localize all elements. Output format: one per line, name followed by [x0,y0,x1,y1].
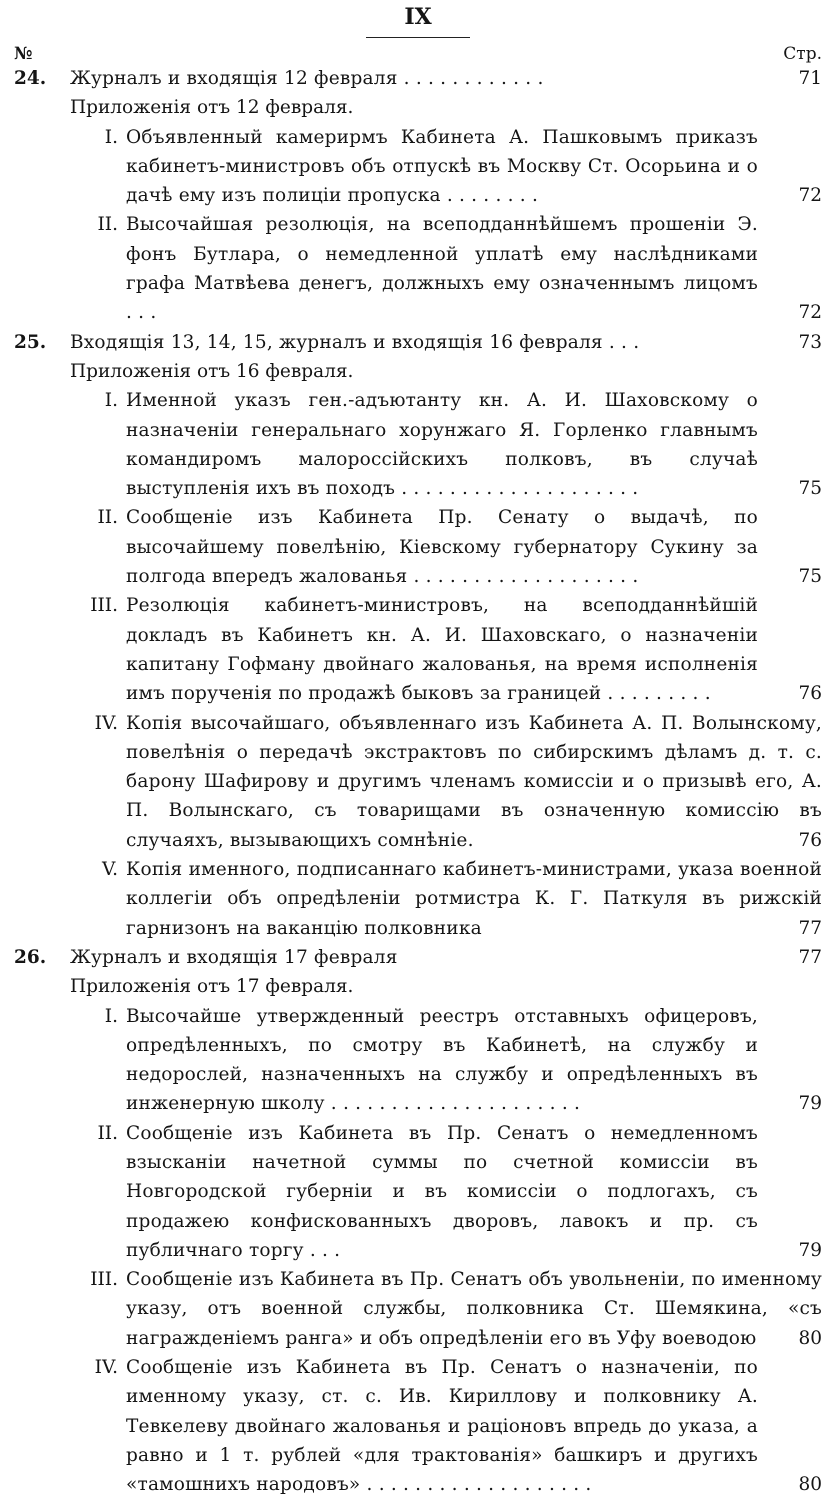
dot-leader: . . . . . . . . . . . . . . . . . . . [366,1474,592,1496]
page-ref: 79 [798,1093,822,1115]
toc-subentry [97,1119,822,1265]
page-ref: 72 [798,302,822,324]
page-ref: 80 [798,1327,822,1349]
page-number-underline [366,37,470,38]
toc-subentry [97,210,822,327]
entry-title: Журналъ и входящія 17 февраля [70,946,398,968]
page-ref: 75 [798,478,822,500]
page-ref: 76 [798,683,822,705]
dot-leader: . . . . . . . . . . . . [403,68,544,89]
entry-title: Высочайшая резолюція, на всеподданнѣйшемъ прошеніи Э. фонъ Бутлара, о немедленной уплатѣ ему наслѣдниками графа Матвѣева денегъ, должныхъ ему означеннымъ лицомъ [126,214,758,295]
table-of-contents [0,64,836,1500]
toc-subentry [94,709,822,855]
toc-subentry [104,123,822,211]
entry-title: Сообщеніе изъ Кабинета въ Пр. Сенатъ объ увольненіи, по именному указу, отъ военной службы, полковника Ст. Шемякина, «съ награжденіемъ ранга» и объ опредѣленіи его въ Уфу воеводою [126,1269,822,1349]
entry-number: IV. [94,712,118,734]
entry-title: Сообщеніе изъ Кабинета въ Пр. Сенатъ о назначеніи, по именному указу, ст. с. Ив. Кириллову и полковнику А. Тевкелеву двойнаго жалованья и раціоновъ впредь до указа, а равно и 1 т. рублей «для трактованія» башкиръ и другихъ «тамошнихъ народовъ» [126,1357,758,1496]
entry-number: V. [101,859,118,881]
entry-number: 25. [14,331,47,353]
entry-number: I. [104,126,118,148]
attachments-heading: Приложенія отъ 17 февраля. [70,976,354,998]
number-column-header: № [14,44,33,64]
attachments-heading: Приложенія отъ 16 февраля. [70,360,354,382]
entry-title: Объявленный камерирмъ Кабинета А. Пашковымъ приказъ кабинетъ-министровъ объ отпускѣ въ Москву Ст. Осорьина и о дачѣ ему изъ полиціи пропуска [126,126,758,207]
entry-title: Копія именного, подписаннаго кабинетъ-министрами, указа военной коллегіи объ опредѣленіи ротмистра К. Г. Паткуля въ рижскій гарнизонъ на ваканцію полковника [126,859,822,939]
dot-leader: . . . . . . . . . . . . . . . . . . . [413,566,639,588]
dot-leader: . . . . . . . . . . . . . . . . . . . . . [330,1093,581,1115]
dot-leader: . . . . . . . . . [607,683,711,705]
entry-number: 24. [14,68,47,89]
entry-title: Высочайше утвержденный реестръ отставныхъ офицеровъ, опредѣленныхъ, по смотру въ Кабинетѣ, на службу и недорослей, назначенныхъ на службу и опредѣленныхъ въ инженерную школу [126,1005,758,1115]
entry-number: 26. [14,946,47,968]
page-ref: 76 [798,829,822,851]
page-ref: 77 [798,917,822,939]
entry-title: Журналъ и входящія 12 февраля [70,68,398,89]
page-number: IX [404,4,432,30]
dot-leader: . . . . . . . . . . . . . . . . . . . . [401,478,639,500]
page-ref: 75 [798,566,822,588]
page-ref: 77 [798,946,822,968]
entry-title: Копія высочайшаго, объявленнаго изъ Кабинета А. П. Волынскому, повелѣнія о передачѣ экстрактовъ по сибирскимъ дѣламъ д. т. с. барону Шафирову и другимъ членамъ комиссіи и о призывѣ его, А. П. Волынскаго, съ товарищами въ означенную комиссію въ случаяхъ, вызывающихъ сомнѣніе. [126,712,822,851]
page-ref: 71 [798,68,822,89]
entry-number: II. [97,1122,118,1144]
page-column-header: Стр. [783,44,822,64]
toc-subentry [104,1002,822,1119]
entry-number: II. [97,214,118,236]
entry-number: II. [97,507,118,529]
entry-number: I. [104,1005,118,1027]
entry-number: IV. [94,1357,118,1379]
toc-subentry [94,1353,822,1499]
page-ref: 73 [798,331,822,353]
entry-title: Именной указъ ген.-адъютанту кн. А. И. Шаховскому о назначеніи генеральнаго хорунжаго Я. Горленко главнымъ командиромъ малороссійскихъ полковъ, въ случаѣ выступленія ихъ въ походъ [126,390,758,500]
toc-entry [14,943,822,972]
entry-title: Входящія 13, 14, 15, журналъ и входящія 16 февраля [70,331,603,353]
entry-number: III. [90,595,118,617]
entry-number: III. [90,1269,118,1291]
entry-title: Сообщеніе изъ Кабинета въ Пр. Сенатъ о немедленномъ взысканіи начетной суммы по счетной комиссіи въ Новгородской губерніи и въ комиссіи о подлогахъ, съ продажею конфискованныхъ дворовъ, лавокъ и пр. съ публичнаго торгу [126,1122,758,1261]
toc-subentry [104,386,822,503]
page-ref: 72 [798,185,822,207]
dot-leader: . . . [309,1239,341,1261]
attachments-heading: Приложенія отъ 12 февраля. [70,97,354,119]
toc-subentry [97,503,822,591]
toc-subentry [90,591,822,708]
dot-leader: . . . [126,302,157,324]
toc-entry [14,328,822,357]
dot-leader: . . . [608,331,640,353]
toc-subentry [90,1265,822,1353]
dot-leader: . . . . . . . . [446,185,539,207]
toc-entry [14,64,822,93]
page-ref: 80 [798,1474,822,1496]
toc-subentry [101,855,822,943]
entry-title: Резолюція кабинетъ-министровъ, на всеподданнѣйшій докладъ въ Кабинетъ кн. А. И. Шаховскаго, о назначеніи капитану Гофману двойнаго жалованья, на время исполненія имъ порученія по продажѣ быковъ за границей [126,595,758,705]
entry-number: I. [104,390,118,412]
entry-title: Сообщеніе изъ Кабинета Пр. Сенату о выдачѣ, по высочайшему повелѣнію, Кіевскому губернатору Сукину за полгода впередъ жалованья [126,507,758,588]
page-ref: 79 [798,1239,822,1261]
